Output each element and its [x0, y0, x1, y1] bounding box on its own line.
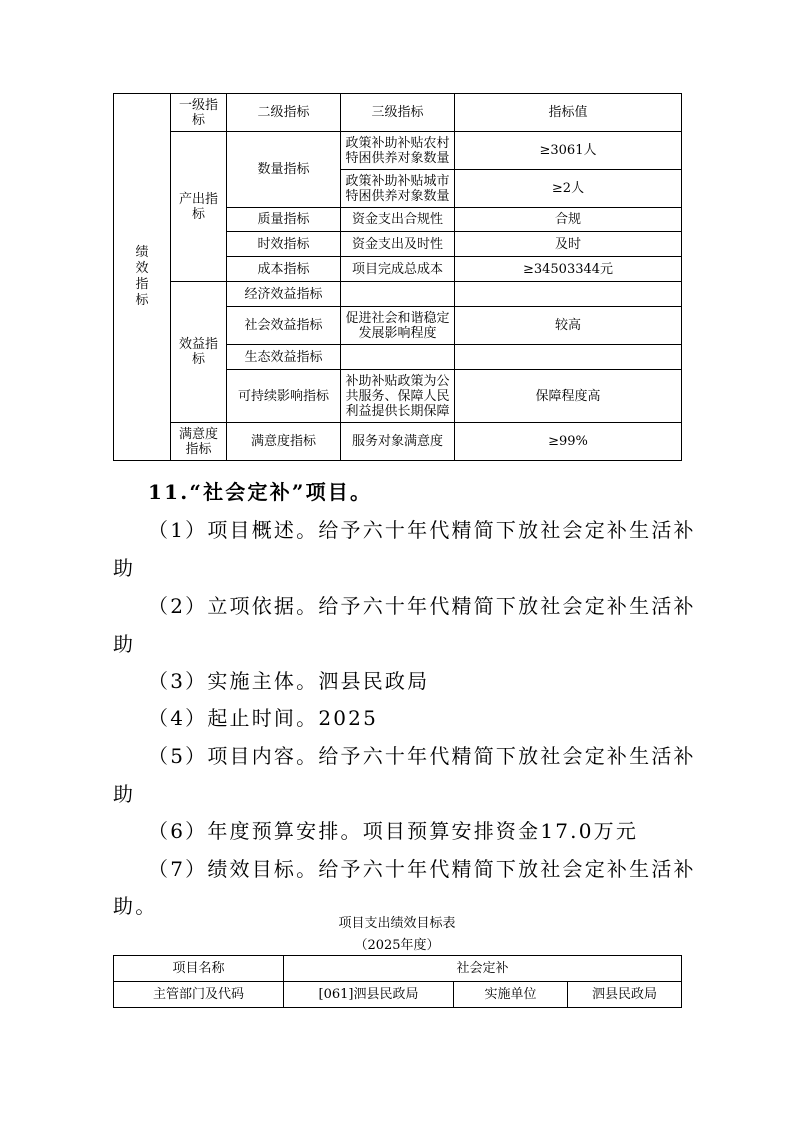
cost-value: ≥34503344元 [455, 257, 682, 282]
satisfaction-label: 满意度指标 [171, 423, 227, 461]
timeliness-label: 时效指标 [227, 232, 341, 257]
sustainable-value: 保障程度高 [455, 370, 682, 423]
social-value: 较高 [455, 307, 682, 345]
header-value: 指标值 [455, 94, 682, 132]
economic-metric [341, 282, 455, 307]
period-line: （4）起止时间。2025 [148, 706, 379, 730]
urban-quantity-metric: 政策补助补贴城市特困供养对象数量 [341, 170, 455, 208]
table2-title: 项目支出绩效目标表 [338, 916, 456, 931]
satisfaction-metric: 服务对象满意度 [341, 423, 455, 461]
economic-value [455, 282, 682, 307]
basis-line1: （2）立项依据。给予六十年代精简下放社会定补生活补 [148, 594, 696, 618]
satisfaction-sub-label: 满意度指标 [227, 423, 341, 461]
unit-value: 泗县民政局 [568, 982, 682, 1008]
quantity-label: 数量指标 [227, 132, 341, 208]
header-level3: 三级指标 [341, 94, 455, 132]
basis-line2: 助 [113, 632, 136, 656]
implementer-line: （3）实施主体。泗县民政局 [148, 669, 430, 693]
header-level1: 一级指标 [171, 94, 227, 132]
satisfaction-value: ≥99% [455, 423, 682, 461]
ecological-value [455, 345, 682, 370]
table2-year: （2025年度） [354, 938, 440, 953]
category-cell [114, 94, 171, 461]
section-heading: 11.“社会定补”项目。 [148, 480, 373, 504]
output-label: 产出指标 [171, 132, 227, 282]
social-label: 社会效益指标 [227, 307, 341, 345]
header-level2: 二级指标 [227, 94, 341, 132]
project-name-label: 项目名称 [114, 956, 284, 982]
sustainable-label: 可持续影响指标 [227, 370, 341, 423]
dept-label: 主管部门及代码 [114, 982, 284, 1008]
content-line2: 助 [113, 782, 136, 806]
quality-value: 合规 [455, 208, 682, 232]
budget-line: （6）年度预算安排。项目预算安排资金17.0万元 [148, 819, 639, 843]
urban-quantity-value: ≥2人 [455, 170, 682, 208]
content-line1: （5）项目内容。给予六十年代精简下放社会定补生活补 [148, 744, 696, 768]
overview-line2: 助 [113, 556, 136, 580]
project-info-table [113, 955, 682, 1008]
rural-quantity-metric: 政策补助补贴农村特困供养对象数量 [341, 132, 455, 170]
overview-line1: （1）项目概述。给予六十年代精简下放社会定补生活补 [148, 518, 696, 542]
economic-label: 经济效益指标 [227, 282, 341, 307]
goal-line1: （7）绩效目标。给予六十年代精简下放社会定补生活补 [148, 857, 696, 881]
ecological-metric [341, 345, 455, 370]
rural-quantity-value: ≥3061人 [455, 132, 682, 170]
social-metric: 促进社会和谐稳定发展影响程度 [341, 307, 455, 345]
project-name-value: 社会定补 [284, 956, 682, 982]
unit-label: 实施单位 [454, 982, 568, 1008]
benefit-label: 效益指标 [171, 282, 227, 423]
quality-label: 质量指标 [227, 208, 341, 232]
ecological-label: 生态效益指标 [227, 345, 341, 370]
sustainable-metric: 补助补贴政策为公共服务、保障人民利益提供长期保障 [341, 370, 455, 423]
timeliness-metric: 资金支出及时性 [341, 232, 455, 257]
goal-line2: 助。 [113, 894, 158, 918]
cost-label: 成本指标 [227, 257, 341, 282]
performance-indicator-table [113, 93, 682, 461]
quality-metric: 资金支出合规性 [341, 208, 455, 232]
cost-metric: 项目完成总成本 [341, 257, 455, 282]
category-label: 绩效指标 [135, 245, 149, 308]
dept-value: [061]泗县民政局 [284, 982, 454, 1008]
timeliness-value: 及时 [455, 232, 682, 257]
